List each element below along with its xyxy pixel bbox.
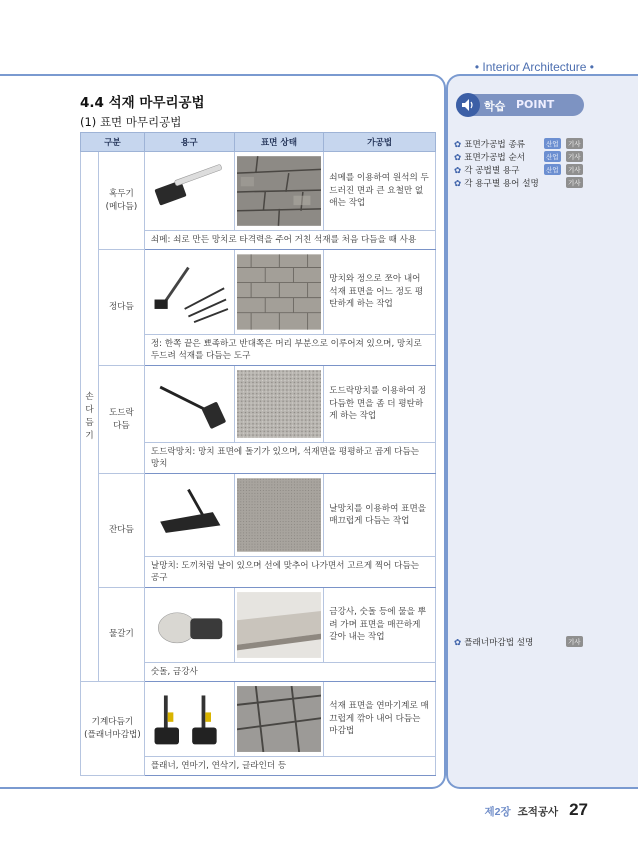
page-number: 27 — [569, 800, 588, 819]
flower-icon: ✿ — [454, 179, 462, 189]
point-item — [454, 177, 584, 189]
fine-finished-stone-image — [237, 476, 322, 554]
tool-note: 정: 한쪽 끝은 뾰족하고 반대쪽은 머리 부분으로 이루어져 있으며, 망치로 두드려 석재를 다듬는 도구 — [144, 335, 435, 366]
group-char: 듬 — [85, 417, 94, 428]
surface-image-cell — [234, 250, 324, 335]
row-name: 물갈기 — [108, 629, 134, 639]
row-label — [98, 588, 144, 682]
badge: 산업 — [546, 153, 559, 161]
badge: 산업 — [546, 140, 559, 148]
row-name: 정다듬 — [108, 302, 134, 312]
badge: 산업 — [546, 166, 559, 174]
badge: 기사 — [568, 166, 581, 174]
badge: 기사 — [568, 140, 581, 148]
learn-label: 학습 — [484, 100, 506, 113]
table-row — [81, 682, 436, 757]
chiseled-stone-image — [237, 252, 322, 332]
point-label: POINT — [516, 98, 555, 111]
polished-floor-image — [237, 684, 322, 754]
blade-hammer-image — [147, 476, 232, 554]
row-name: 도드락 — [108, 407, 134, 418]
polishing-machine-image — [147, 684, 232, 754]
row-name: 혹두기 — [108, 188, 134, 199]
tool-image-cell — [144, 474, 234, 557]
finish-table — [80, 132, 436, 776]
surface-image-cell — [234, 682, 324, 757]
point-text: 플래너마감법 설명 — [464, 638, 534, 648]
row-label — [98, 250, 144, 366]
whetstone-image — [147, 590, 232, 660]
tool-image-cell — [144, 366, 234, 443]
bush-hammer-image — [147, 368, 232, 440]
point-item — [454, 151, 584, 163]
chisel-set-image — [147, 252, 232, 332]
sledgehammer-image — [147, 154, 232, 228]
tool-note: 쇠메: 쇠로 만든 망치로 타격력을 주어 거친 석재를 처음 다듬을 때 사용 — [144, 231, 435, 250]
running-header: • Interior Architecture • — [474, 60, 594, 74]
surface-image-cell — [234, 366, 324, 443]
surface-image-cell — [234, 474, 324, 557]
point-text: 표면가공법 순서 — [464, 153, 526, 163]
point-text: 각 용구별 용어 설명 — [464, 179, 539, 189]
flower-icon: ✿ — [454, 153, 462, 163]
badge: 기사 — [568, 638, 581, 646]
brand-text: Interior Architecture — [482, 60, 587, 74]
badge: 기사 — [568, 179, 581, 187]
tool-image-cell — [144, 682, 234, 757]
point-item — [454, 138, 584, 150]
method-text: 망치와 정으로 쪼아 내어 석재 표면을 어느 정도 평탄하게 하는 작업 — [324, 250, 436, 335]
row-name: 기계다듬기 — [91, 716, 134, 727]
section-title: 4.4 석재 마무리공법 — [80, 95, 205, 111]
tool-note: 도드락망치: 망치 표면에 돌기가 있으며, 석재면을 평평하고 곱게 다듬는 망치 — [144, 443, 435, 474]
group-char: 기 — [85, 430, 94, 441]
tool-note: 플래너, 연마기, 연삭기, 글라인더 등 — [144, 757, 435, 776]
badge: 기사 — [568, 153, 581, 161]
group-label-hand-finish — [81, 152, 99, 682]
table-row — [81, 366, 436, 443]
table-row — [81, 474, 436, 557]
point-text: 각 공법별 용구 — [464, 166, 520, 176]
table-row — [81, 588, 436, 663]
method-text: 도드락망치를 이용하여 정다듬한 면을 좀 더 평탄하게 하는 작업 — [324, 366, 436, 443]
method-text: 날망치를 이용하여 표면을 매끄럽게 다듬는 작업 — [324, 474, 436, 557]
chapter-label: 제2장 — [484, 806, 511, 818]
row-name-sub: (메다듬) — [105, 201, 138, 212]
row-label — [81, 682, 145, 776]
group-char: 손 — [85, 391, 94, 402]
flower-icon: ✿ — [454, 166, 462, 176]
point-text: 표면가공법 종류 — [464, 140, 526, 150]
table-row — [81, 152, 436, 231]
row-name-sub: (플래너마감법) — [84, 729, 141, 740]
row-name-sub: 다듬 — [113, 420, 130, 431]
flower-icon: ✿ — [454, 140, 462, 150]
row-name: 잔다듬 — [108, 525, 134, 535]
point-item — [454, 636, 584, 648]
section-subtitle: (1) 표면 마무리공법 — [80, 115, 182, 129]
col-header-category: 구분 — [81, 133, 145, 152]
point-item — [454, 164, 584, 176]
col-header-surface: 표면 상태 — [234, 133, 324, 152]
row-label — [98, 152, 144, 250]
polished-slabs-image — [237, 590, 322, 660]
tool-image-cell — [144, 588, 234, 663]
bush-hammered-stone-image — [237, 368, 322, 440]
table-row — [81, 250, 436, 335]
surface-image-cell — [234, 152, 324, 231]
method-text: 석재 표면을 연마기계로 매끄럽게 깎아 내어 다듬는 마감법 — [324, 682, 436, 757]
surface-image-cell — [234, 588, 324, 663]
method-text: 금강사, 숫돌 등에 물을 뿌려 가며 표면을 매끈하게 갈아 내는 작업 — [324, 588, 436, 663]
table-header-row — [81, 133, 436, 152]
chapter-name: 조적공사 — [517, 806, 559, 818]
page-footer — [485, 800, 588, 820]
speaker-icon — [456, 93, 480, 117]
learning-point-banner — [456, 94, 584, 116]
method-text: 쇠메를 이용하여 원석의 두드러진 면과 큰 요철만 없애는 작업 — [324, 152, 436, 231]
tool-note: 숫돌, 금강사 — [144, 663, 435, 682]
flower-icon: ✿ — [454, 638, 462, 648]
tool-image-cell — [144, 152, 234, 231]
col-header-method: 가공법 — [324, 133, 436, 152]
row-label — [98, 366, 144, 474]
group-char: 다 — [85, 404, 94, 415]
tool-note: 날망치: 도끼처럼 날이 있으며 선에 맞추어 나가면서 고르게 찍어 다듬는 공구 — [144, 557, 435, 588]
row-label — [98, 474, 144, 588]
tool-image-cell — [144, 250, 234, 335]
rough-stone-image — [237, 154, 322, 228]
col-header-tool: 용구 — [144, 133, 234, 152]
